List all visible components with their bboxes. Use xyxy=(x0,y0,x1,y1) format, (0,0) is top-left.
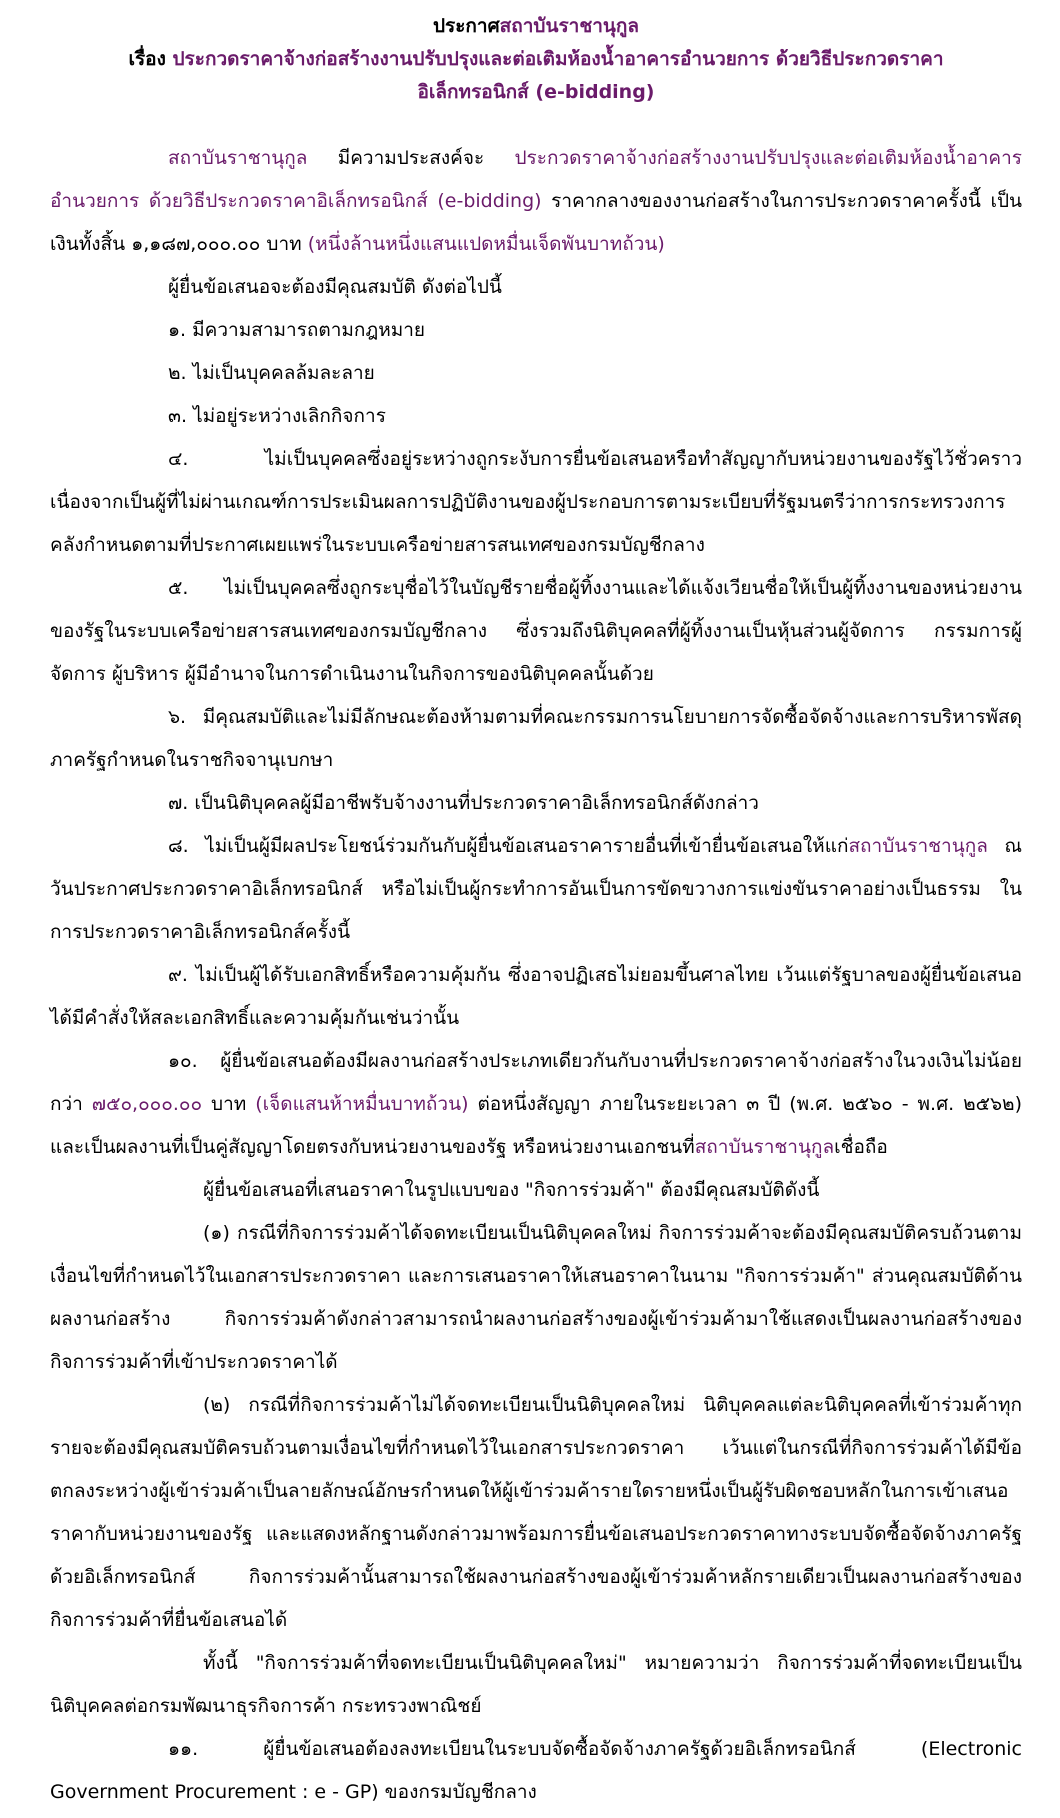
intro-unit: บาท xyxy=(260,233,308,255)
qualification-item-1: ๑. มีความสามารถตามกฎหมาย xyxy=(168,319,426,341)
intro-org: สถาบันราชานุกูล xyxy=(168,147,308,169)
joint-venture-case-1: (๑) กรณีที่กิจการร่วมค้าได้จดทะเบียนเป็นนิติบุคคลใหม่ กิจการร่วมค้าจะต้องมีคุณสมบัติครบถ้วนตามเงื่อนไขที่กำหนดไว้ในเอกสารประกวดราคา และการเสนอราคาให้เสนอราคาในนาม "กิจการร่วมค้า" ส่วนคุณสมบัติด้านผลงานก่อสร้าง กิจการร่วมค้าดังกล่าวสามารถนำผลงานก่อสร้างของผู้เข้าร่วมค้ามาใช้แสดงเป็นผลงานก่อสร้างของกิจการร่วมค้าที่เข้าประกวดราคาได้ xyxy=(50,1222,1022,1373)
header-line-3: อิเล็กทรอนิกส์ (e-bidding) xyxy=(417,81,655,103)
joint-venture-case-2: (๒) กรณีที่กิจการร่วมค้าไม่ได้จดทะเบียนเป็นนิติบุคคลใหม่ นิติบุคคลแต่ละนิติบุคคลที่เข้าร่วมค้าทุกรายจะต้องมีคุณสมบัติครบถ้วนตามเงื่อนไขที่กำหนดไว้ในเอกสารประกวดราคา เว้นแต่ในกรณีที่กิจการร่วมค้าได้มีข้อตกลงระหว่างผู้เข้าร่วมค้าเป็นลายลักษณ์อักษรกำหนดให้ผู้เข้าร่วมค้ารายใดรายหนึ่งเป็นผู้รับผิดชอบหลักในการเข้าเสนอราคากับหน่วยงานของรัฐ และแสดงหลักฐานดังกล่าวมาพร้อมการยื่นข้อเสนอประกวดราคาทางระบบจัดซื้อจัดจ้างภาครัฐด้วยอิเล็กทรอนิกส์ กิจการร่วมค้านั้นสามารถใช้ผลงานก่อสร้างของผู้เข้าร่วมค้าหลักรายเดียวเป็นผลงานก่อสร้างของกิจการร่วมค้าที่ยื่นข้อเสนอได้ xyxy=(50,1394,1022,1631)
qualification-item-5: ๕. ไม่เป็นบุคคลซึ่งถูกระบุชื่อไว้ในบัญชีรายชื่อผู้ทิ้งงานและได้แจ้งเวียนชื่อให้เป็นผู้ทิ้งงานของหน่วยงานของรัฐในระบบเครือข่ายสารสนเทศของกรมบัญชีกลาง ซึ่งรวมถึงนิติบุคคลที่ผู้ทิ้งงานเป็นหุ้นส่วนผู้จัดการ กรรมการผู้จัดการ ผู้บริหาร ผู้มีอำนาจในการดำเนินงานในกิจการของนิติบุคคลนั้นด้วย xyxy=(50,577,1022,685)
qualification-item-7: ๗. เป็นนิติบุคคลผู้มีอาชีพรับจ้างงานที่ประกวดราคาอิเล็กทรอนิกส์ดังกล่าว xyxy=(168,792,759,814)
document-header xyxy=(50,10,1022,109)
qualification-item-6: ๖. มีคุณสมบัติและไม่มีลักษณะต้องห้ามตามที่คณะกรรมการนโยบายการจัดซื้อจัดจ้างและการบริหารพัสดุภาครัฐกำหนดในราชกิจจานุเบกษา xyxy=(50,706,1022,771)
intro-amount: ๑,๑๘๗,๐๐๐.๐๐ xyxy=(131,233,261,255)
qualification-item-8 xyxy=(50,825,1022,954)
item-10-amount: ๗๕๐,๐๐๐.๐๐ xyxy=(91,1093,203,1115)
item-10-text-b: ต่อหนึ่งสัญญา ภายในระยะเวลา ๓ ปี (พ.ศ. ๒๕๖๐ - พ.ศ. ๒๕๖๒) และเป็นผลงานที่เป็นคู่สัญญาโดยตรงกับหน่วยงานของรัฐ หรือหน่วยงานเอกชนที่ xyxy=(50,1093,1022,1158)
joint-venture-definition: ทั้งนี้ "กิจการร่วมค้าที่จดทะเบียนเป็นนิติบุคคลใหม่" หมายความว่า กิจการร่วมค้าที่จดทะเบียนเป็นนิติบุคคลต่อกรมพัฒนาธุรกิจการค้า กระทรวงพาณิชย์ xyxy=(50,1652,1022,1717)
intro-text-1: มีความประสงค์จะ xyxy=(307,147,515,169)
qualification-item-3: ๓. ไม่อยู่ระหว่างเลิกกิจการ xyxy=(168,405,386,427)
item-10-unit: บาท xyxy=(202,1093,256,1115)
item-10-words: (เจ็ดแสนห้าหมื่นบาทถ้วน) xyxy=(255,1093,469,1115)
intro-subject: ประกวดราคาจ้างก่อสร้างงานปรับปรุงและต่อเติมห้องน้ำอาคารอำนวยการ ด้วยวิธีประกวดราคาอิเล็กทรอนิกส์ (e-bidding) xyxy=(50,147,1022,212)
qualification-item-10 xyxy=(50,1040,1022,1169)
item-10-org: สถาบันราชานุกูล xyxy=(694,1136,835,1158)
item-8-org: สถาบันราชานุกูล xyxy=(848,835,988,857)
intro-amount-words: (หนึ่งล้านหนึ่งแสนแปดหมื่นเจ็ดพันบาทถ้วน) xyxy=(307,233,665,255)
intro-paragraph xyxy=(50,137,1022,266)
header-line-1 xyxy=(50,10,1022,43)
header-prefix: ประกาศ xyxy=(432,15,500,37)
header-line-2 xyxy=(50,43,1022,76)
item-10-text-c: เชื่อถือ xyxy=(834,1136,888,1158)
subject-prefix: เรื่อง xyxy=(128,48,173,70)
joint-venture-intro: ผู้ยื่นข้อเสนอที่เสนอราคาในรูปแบบของ "กิจการร่วมค้า" ต้องมีคุณสมบัติดังนี้ xyxy=(203,1179,820,1201)
item-10-text-a: ๑๐. ผู้ยื่นข้อเสนอต้องมีผลงานก่อสร้างประเภทเดียวกันกับงานที่ประกวดราคาจ้างก่อสร้างในวงเงินไม่น้อยกว่า xyxy=(50,1050,1022,1115)
qualification-item-4: ๔. ไม่เป็นบุคคลซึ่งอยู่ระหว่างถูกระงับการยื่นข้อเสนอหรือทำสัญญากับหน่วยงานของรัฐไว้ชั่วคราว เนื่องจากเป็นผู้ที่ไม่ผ่านเกณฑ์การประเมินผลการปฏิบัติงานของผู้ประกอบการตามระเบียบที่รัฐมนตรีว่าการกระทรวงการคลังกำหนดตามที่ประกาศเผยแพร่ในระบบเครือข่ายสารสนเทศของกรมบัญชีกลาง xyxy=(50,448,1022,556)
qualification-intro: ผู้ยื่นข้อเสนอจะต้องมีคุณสมบัติ ดังต่อไปนี้ xyxy=(168,276,502,298)
item-8-text-b: ณ วันประกาศประกวดราคาอิเล็กทรอนิกส์ หรือไม่เป็นผู้กระทำการอันเป็นการขัดขวางการแข่งขันราคาอย่างเป็นธรรม ในการประกวดราคาอิเล็กทรอนิกส์ครั้งนี้ xyxy=(50,835,1022,943)
qualification-item-9: ๙. ไม่เป็นผู้ได้รับเอกสิทธิ์หรือความคุ้มกัน ซึ่งอาจปฏิเสธไม่ยอมขึ้นศาลไทย เว้นแต่รัฐบาลของผู้ยื่นข้อเสนอได้มีคำสั่งให้สละเอกสิทธิ์และความคุ้มกันเช่นว่านั้น xyxy=(50,964,1022,1029)
item-8-text-a: ๘. ไม่เป็นผู้มีผลประโยชน์ร่วมกันกับผู้ยื่นข้อเสนอราคารายอื่นที่เข้ายื่นข้อเสนอให้แก่ xyxy=(168,835,849,857)
qualification-item-11: ๑๑. ผู้ยื่นข้อเสนอต้องลงทะเบียนในระบบจัดซื้อจัดจ้างภาครัฐด้วยอิเล็กทรอนิกส์ (Electronic Government Procurement : e - GP) ของกรมบัญชีกลาง xyxy=(50,1738,1022,1803)
qualification-item-2: ๒. ไม่เป็นบุคคลล้มละลาย xyxy=(168,362,375,384)
subject-text: ประกวดราคาจ้างก่อสร้างงานปรับปรุงและต่อเติมห้องน้ำอาคารอำนวยการ ด้วยวิธีประกวดราคา xyxy=(172,48,944,70)
intro-text-2: ราคากลางของงานก่อสร้างในการประกวดราคาครั้งนี้ เป็นเงินทั้งสิ้น xyxy=(50,190,1022,255)
header-org: สถาบันราชานุกูล xyxy=(499,15,640,37)
